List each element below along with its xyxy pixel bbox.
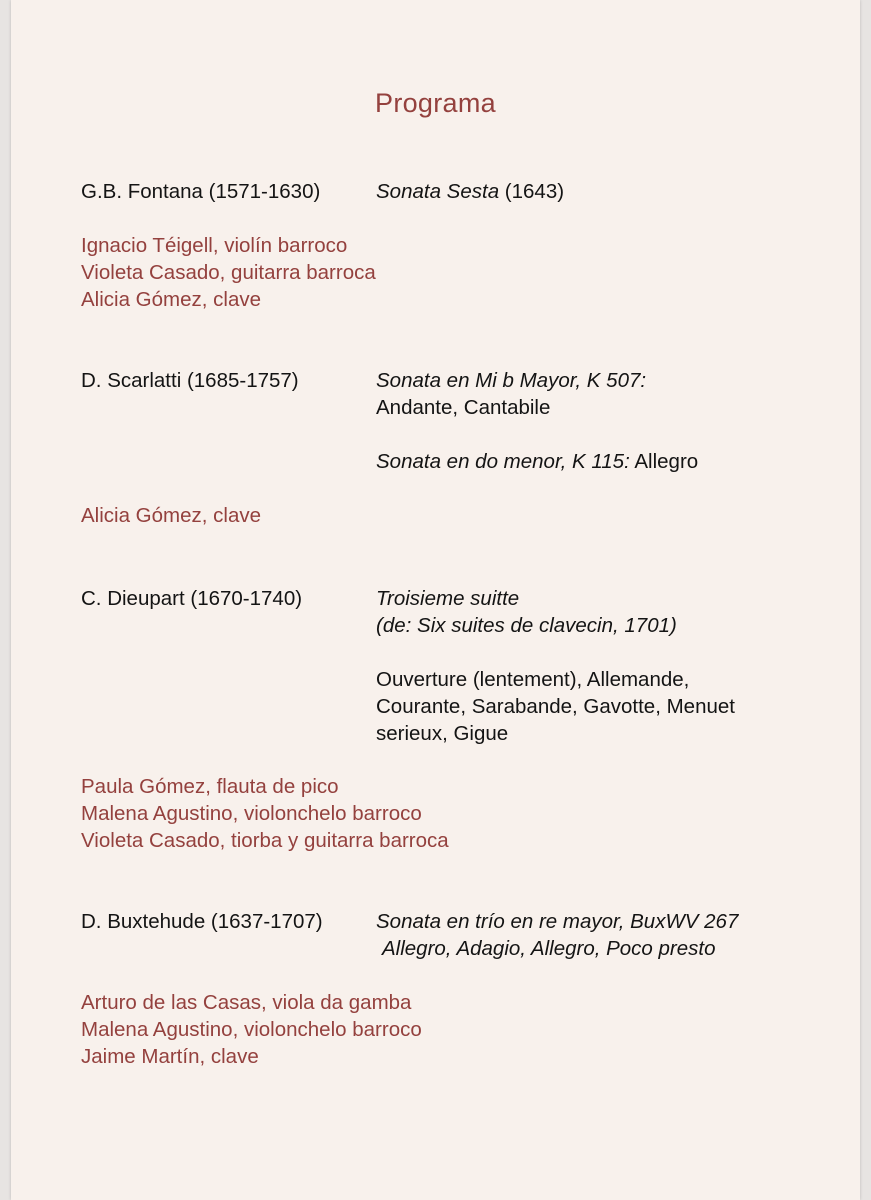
performers-dieupart <box>81 773 449 854</box>
work-fontana <box>376 178 564 205</box>
work-title: Sonata en do menor, K 115: <box>376 450 630 473</box>
movement-line: serieux, Gigue <box>376 722 509 745</box>
movements-buxtehude: Allegro, Adagio, Allegro, Poco presto <box>382 937 716 960</box>
performers-fontana <box>81 232 376 313</box>
performer: Malena Agustino, violonchelo barroco <box>81 1018 422 1041</box>
work-dieupart: Troisieme suitte <box>376 587 520 610</box>
work-year: (1643) <box>504 180 565 203</box>
performer: Malena Agustino, violonchelo barroco <box>81 802 422 825</box>
work-scarlatti-k115 <box>376 448 698 475</box>
movement-line: Ouverture (lentement), Allemande, <box>376 668 690 691</box>
performer: Paula Gómez, flauta de pico <box>81 775 339 798</box>
composer-scarlatti: D. Scarlatti (1685-1757) <box>81 369 299 392</box>
composer-dieupart: C. Dieupart (1670-1740) <box>81 587 303 610</box>
composer-fontana: G.B. Fontana (1571-1630) <box>81 180 321 203</box>
work-dieupart-subtitle: (de: Six suites de clavecin, 1701) <box>376 614 677 637</box>
performer: Arturo de las Casas, viola da gamba <box>81 991 412 1014</box>
movements-scarlatti-k507: Andante, Cantabile <box>376 396 551 419</box>
work-scarlatti-k507: Sonata en Mi b Mayor, K 507: <box>376 369 647 392</box>
performer: Alicia Gómez, clave <box>81 288 262 311</box>
movements-dieupart <box>376 666 735 747</box>
page-title: Programa <box>375 88 496 118</box>
performer: Violeta Casado, tiorba y guitarra barroca <box>81 829 449 852</box>
performer: Alicia Gómez, clave <box>81 504 262 527</box>
performers-scarlatti <box>81 502 261 529</box>
movement-line: Courante, Sarabande, Gavotte, Menuet <box>376 695 735 718</box>
composer-buxtehude: D. Buxtehude (1637-1707) <box>81 910 323 933</box>
work-buxtehude: Sonata en trío en re mayor, BuxWV 267 <box>376 910 739 933</box>
performers-buxtehude <box>81 989 422 1070</box>
work-movements: Allegro <box>634 450 699 473</box>
work-title: Sonata Sesta <box>376 180 500 203</box>
performer: Violeta Casado, guitarra barroca <box>81 261 376 284</box>
performer: Ignacio Téigell, violín barroco <box>81 234 348 257</box>
performer: Jaime Martín, clave <box>81 1045 259 1068</box>
